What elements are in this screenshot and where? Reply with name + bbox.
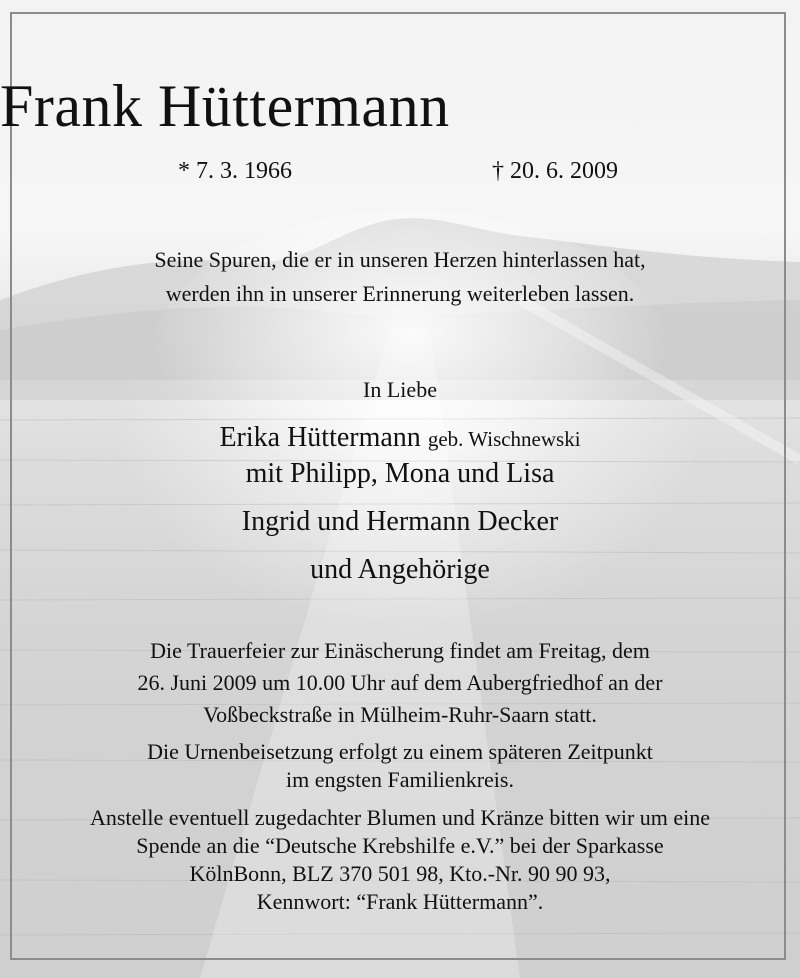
donation-line: Spende an die “Deutsche Krebshilfe e.V.” bei der Sparkasse xyxy=(136,833,664,858)
in-love-heading: In Liebe xyxy=(363,377,437,402)
donation-line: KölnBonn, BLZ 370 501 98, Kto.-Nr. 90 90 93, xyxy=(189,861,611,886)
urn-burial-details xyxy=(0,738,800,794)
urn-line: im engsten Familienkreis. xyxy=(286,767,514,792)
death-date: † 20. 6. 2009 xyxy=(492,158,618,184)
quote-line: werden ihn in unserer Erinnerung weiterleben lassen. xyxy=(165,281,635,306)
donation-request xyxy=(0,804,800,916)
memorial-quote xyxy=(0,243,800,311)
funeral-line: Die Trauerfeier zur Einäscherung findet am Freitag, dem xyxy=(150,638,650,663)
donation-line: Anstelle eventuell zugedachter Blumen und Kränze bitten wir um eine xyxy=(89,805,711,830)
funeral-line: Voßbeckstraße in Mülheim-Ruhr-Saarn statt. xyxy=(203,702,597,727)
deceased-name: Frank Hüttermann xyxy=(0,73,450,139)
urn-line: Die Urnenbeisetzung erfolgt zu einem späteren Zeitpunkt xyxy=(147,739,653,764)
donation-line: Kennwort: “Frank Hüttermann”. xyxy=(256,889,544,914)
mourner-name: Erika Hüttermann xyxy=(219,422,421,453)
funeral-line: 26. Juni 2009 um 10.00 Uhr auf dem Aubergfriedhof an der xyxy=(137,670,663,695)
mourner-line-4: und Angehörige xyxy=(310,554,490,585)
quote-line: Seine Spuren, die er in unseren Herzen hinterlassen hat, xyxy=(154,247,646,272)
birth-date: * 7. 3. 1966 xyxy=(178,158,292,184)
funeral-details xyxy=(0,635,800,731)
mourner-line-1 xyxy=(0,422,800,454)
mourner-line-2: mit Philipp, Mona und Lisa xyxy=(245,458,555,489)
mourner-line-3: Ingrid und Hermann Decker xyxy=(241,506,559,537)
mourner-maiden-name: geb. Wischnewski xyxy=(427,427,581,451)
